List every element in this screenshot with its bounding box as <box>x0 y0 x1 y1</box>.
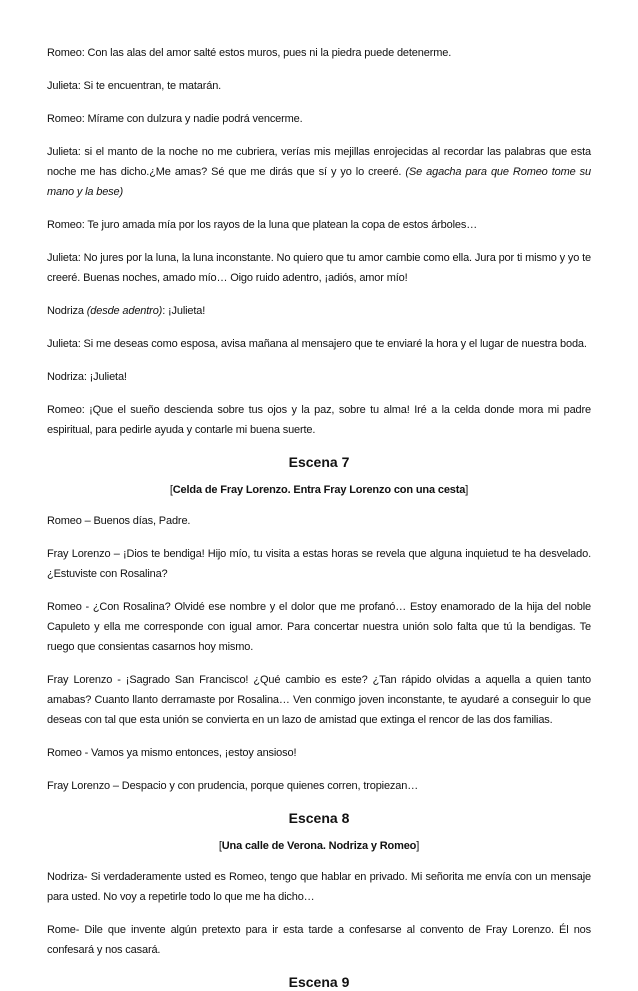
scene-title: Escena 8 <box>288 810 350 826</box>
scene-title: Escena 7 <box>288 454 350 470</box>
dialogue-line: Nodriza: ¡Julieta! <box>47 371 127 383</box>
dialogue-line: Fray Lorenzo - ¡Sagrado San Francisco! ¿Qué cambio es este? ¿Tan rápido olvidas a aquella a quien tanto amabas? Cuanto llanto derramaste por Rosalina… Ven conmigo joven inconstante, te ayudaré a conseguir lo que deseas con tal que esta unión se convierta en un lazo de amistad que extinga el rencor de las dos familias. <box>47 674 591 726</box>
dialogue-line: Rome- Dile que invente algún pretexto para ir esta tarde a confesarse al convento de Fray Lorenzo. Él nos confesará y nos casará. <box>47 924 591 956</box>
speaker: Nodriza <box>47 305 87 317</box>
scene-title: Escena 9 <box>288 974 350 990</box>
dialogue-line: Nodriza- Si verdaderamente usted es Romeo, tengo que hablar en privado. Mi señorita me envía con un mensaje para usted. No voy a repetirle todo lo que me ha dicho… <box>47 871 591 903</box>
dialogue-line <box>47 142 591 202</box>
bracket: [ <box>218 840 222 852</box>
stage-text: Celda de Fray Lorenzo. Entra Fray Lorenzo con una cesta <box>172 484 466 496</box>
bracket: ] <box>465 484 469 496</box>
bracket: [ <box>169 484 173 496</box>
dialogue-line: Romeo - ¿Con Rosalina? Olvidé ese nombre y el dolor que me profanó… Estoy enamorado de la hija del noble Capuleto y ella me corresponde con igual amor. Para concertar nuestra unión solo falta que tú la bendigas. Te ruego que consientas casarnos hoy mismo. <box>47 601 591 653</box>
dialogue-text: : ¡Julieta! <box>162 305 206 317</box>
dialogue-line: Romeo - Vamos ya mismo entonces, ¡estoy ansioso! <box>47 747 297 759</box>
dialogue-line: Fray Lorenzo – ¡Dios te bendiga! Hijo mío, tu visita a estas horas se revela que alguna inquietud te ha desvelado. ¿Estuviste con Rosalina? <box>47 548 591 580</box>
dialogue-line: Fray Lorenzo – Despacio y con prudencia, porque quienes corren, tropiezan… <box>47 780 419 792</box>
dialogue-line: Julieta: No jures por la luna, la luna inconstante. No quiero que tu amor cambie como ella. Jura por ti mismo y yo te creeré. Buenas noches, amado mío… Oigo ruido adentro, ¡adiós, amor mío! <box>47 252 591 284</box>
dialogue-text: Julieta: si el manto de la noche no me cubriera, verías mis mejillas enrojecidas al recordar las palabras que esta noche me has dicho.¿Me amas? Sé que me dirás que sí y yo lo creeré. <box>47 146 591 178</box>
stage-direction: (desde adentro) <box>86 305 163 317</box>
dialogue-line: Romeo: Te juro amada mía por los rayos de la luna que platean la copa de estos árboles… <box>47 219 478 231</box>
bracket: ] <box>416 840 420 852</box>
dialogue-line: Romeo – Buenos días, Padre. <box>47 515 191 527</box>
dialogue-line: Romeo: Con las alas del amor salté estos muros, pues ni la piedra puede detenerme. <box>47 47 452 59</box>
dialogue-line: Romeo: Mírame con dulzura y nadie podrá vencerme. <box>47 113 303 125</box>
dialogue-line: Julieta: Si me deseas como esposa, avisa mañana al mensajero que te enviaré la hora y el lugar de nuestra boda. <box>47 338 587 350</box>
stage-direction <box>47 480 591 500</box>
stage-text: Una calle de Verona. Nodriza y Romeo <box>221 840 417 852</box>
dialogue-line <box>47 301 591 321</box>
dialogue-line: Julieta: Si te encuentran, te matarán. <box>47 80 222 92</box>
stage-direction: (Se agacha para que Romeo tome su mano y la bese) <box>47 166 591 198</box>
dialogue-line: Romeo: ¡Que el sueño descienda sobre tus ojos y la paz, sobre tu alma! Iré a la celda donde mora mi padre espiritual, para pedirle ayuda y contarle mi buena suerte. <box>47 404 591 436</box>
stage-direction <box>47 836 591 856</box>
